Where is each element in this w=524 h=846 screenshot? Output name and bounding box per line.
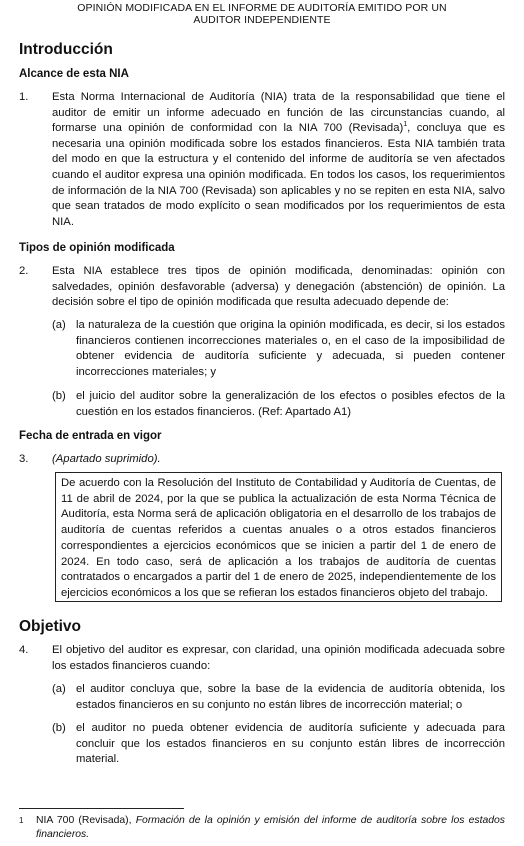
section-title-objetivo: Objetivo	[19, 618, 82, 635]
paragraph-1	[52, 90, 505, 230]
subsection-title-tipos: Tipos de opinión modificada	[19, 242, 175, 254]
paragraph-3: (Apartado suprimido).	[52, 453, 161, 465]
paragraph-4: El objetivo del auditor es expresar, con claridad, una opinión modificada adecuada sobre los estados financieros cuando:	[52, 644, 505, 672]
subsection-title-fecha: Fecha de entrada en vigor	[19, 430, 162, 442]
item-2a: la naturaleza de la cuestión que origina la opinión modificada, es decir, si los estados financieros contienen incorrecciones materiales o, en el caso de la imposibilidad de obtener evidencia de auditoría suficiente y adecuada, si pueden contener incorrecciones materiales; y	[76, 319, 505, 378]
paragraph-number-3: 3.	[19, 453, 29, 465]
footnote-ref: 1	[403, 121, 408, 129]
paragraph-1-text-a: Esta Norma Internacional de Auditoría (NIA) trata de la responsabilidad que tiene el auditor de emitir un informe adecuado en función de las circunstancias cuando, al formarse una opinión de conformidad con la NIA 700 (Revisada)	[52, 91, 505, 135]
paragraph-1-text-b: , concluya que es necesaria una opinión modificada sobre los estados financieros. Esta NIA también trata del modo en que la estructura y el contenido del informe de auditoría se ven afectados cuando el auditor expresa una opinión modificada. En todos los casos, los requerimientos de información de la NIA 700 (Revisada) son aplicables y no se repiten en esta NIA, salvo que sean tratados de modo explícito o sean modificados por los requerimientos de esta NIA.	[52, 122, 506, 228]
paragraph-2: Esta NIA establece tres tipos de opinión modificada, denominadas: opinión con salvedades, opinión desfavorable (adversa) y denegación (abstención) de opinión. La decisión sobre el tipo de opinión modificada que resulta adecuado depende de:	[52, 265, 505, 309]
item-4b: el auditor no pueda obtener evidencia de auditoría suficiente y adecuada para concluir que los estados financieros en su conjunto están libres de incorrección material.	[76, 722, 505, 766]
running-header	[0, 2, 524, 26]
subsection-title-alcance: Alcance de esta NIA	[19, 68, 129, 80]
item-label-4b: (b)	[52, 722, 66, 734]
footnote-title: Formación de la opinión y emisión del informe de auditoría sobre los estados financieros.	[36, 815, 505, 840]
paragraph-number-4: 4.	[19, 644, 29, 656]
footnote-mark: 1	[19, 816, 24, 825]
item-4a: el auditor concluya que, sobre la base de la evidencia de auditoría obtenida, los estados financieros en su conjunto no están libres de incorrección material; o	[76, 683, 505, 711]
effective-date-text: De acuerdo con la Resolución del Instituto de Contabilidad y Auditoría de Cuentas, de 11 de abril de 2024, por la que se publica la actualización de esta Norma Técnica de Auditoría, esta Norma será de aplicación obligatoria en el desarrollo de los trabajos de auditoría de cuentas referidos a cuentas anuales o a otros estados financieros correspondientes a ejercicios económicos que se inicien a partir del 1 de enero de 2024. En todo caso, será de aplicación a los trabajos de auditoría de cuentas contratados o encargados a partir del 1 de enero de 2025, independientemente de los ejercicios económicos a los que se refieran los estados financieros objeto del trabajo.	[61, 477, 496, 599]
footnote-divider	[19, 808, 184, 809]
header-line-1: OPINIÓN MODIFICADA EN EL INFORME DE AUDITORÍA EMITIDO POR UN	[77, 2, 447, 14]
footnote-lead: NIA 700 (Revisada),	[36, 815, 136, 826]
paragraph-number-1: 1.	[19, 91, 29, 103]
footnote	[19, 814, 505, 841]
paragraph-number-2: 2.	[19, 265, 29, 277]
item-label-4a: (a)	[52, 683, 66, 695]
item-2b: el juicio del auditor sobre la generalización de los efectos o posibles efectos de la cuestión en los estados financieros. (Ref: Apartado A1)	[76, 390, 505, 418]
header-line-2: AUDITOR INDEPENDIENTE	[193, 14, 331, 26]
item-label-2a: (a)	[52, 319, 66, 331]
effective-date-box	[55, 472, 502, 602]
section-title-introduccion: Introducción	[19, 41, 113, 58]
item-label-2b: (b)	[52, 390, 66, 402]
